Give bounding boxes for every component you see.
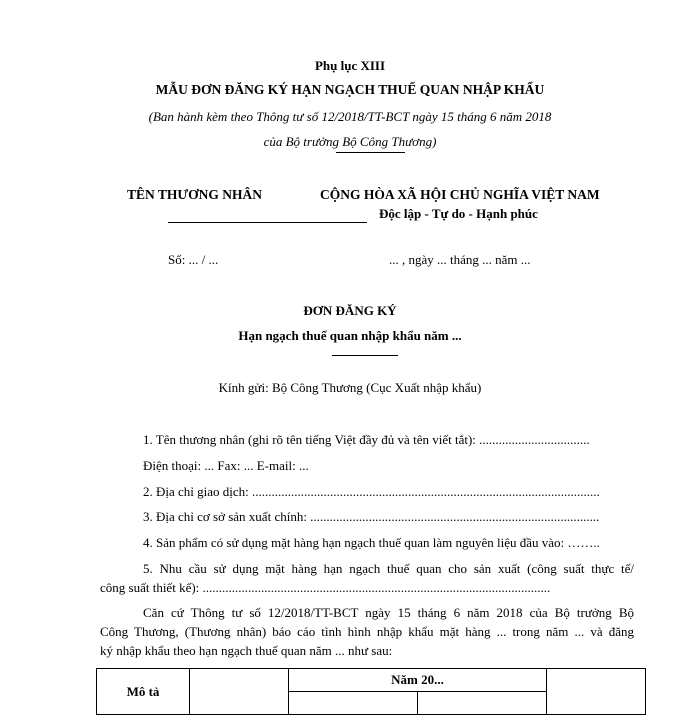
table-header-year: Năm 20... bbox=[289, 669, 547, 692]
application-title: ĐƠN ĐĂNG KÝ bbox=[303, 303, 397, 318]
quota-table bbox=[96, 668, 646, 715]
table-header-blank bbox=[190, 669, 289, 715]
date-line: ... , ngày ... tháng ... năm ... bbox=[389, 252, 531, 267]
issued-line-1: (Ban hành kèm theo Thông tư số 12/2018/TT-BCT ngày 15 tháng 6 năm 2018 bbox=[148, 109, 552, 124]
field-products: 4. Sản phẩm có sử dụng mặt hàng hạn ngạch thuế quan làm nguyên liệu đầu vào: …….. bbox=[143, 535, 600, 550]
basis-line-2: Công Thương, (Thương nhân) báo cáo tình hình nhập khẩu mặt hàng ... trong năm ... và đăng bbox=[100, 624, 634, 639]
document-number: Số: ... / ... bbox=[168, 252, 219, 267]
republic-title: CỘNG HÒA XÃ HỘI CHỦ NGHĨA VIỆT NAM bbox=[320, 187, 600, 202]
field-contact: Điện thoại: ... Fax: ... E-mail: ... bbox=[143, 458, 309, 473]
recipient-line: Kính gửi: Bộ Công Thương (Cục Xuất nhập khẩu) bbox=[218, 380, 482, 395]
field-demand-line-1: 5. Nhu cầu sử dụng mặt hàng hạn ngạch thuế quan cho sản xuất (công suất thực tế/ bbox=[143, 561, 634, 576]
table-subheader-1 bbox=[289, 692, 418, 715]
table-header-blank-right bbox=[547, 669, 646, 715]
field-demand-line-2: công suất thiết kế): ........................................................................................................... bbox=[100, 580, 551, 595]
issued-line-2: của Bộ trưởng Bộ Công Thương) bbox=[263, 134, 437, 149]
application-subtitle: Hạn ngạch thuế quan nhập khẩu năm ... bbox=[238, 328, 462, 343]
subtitle-underline bbox=[332, 355, 398, 356]
header-underline bbox=[336, 152, 405, 153]
field-factory-address: 3. Địa chỉ cơ sở sản xuất chính: ......................................................................................... bbox=[143, 509, 600, 524]
table-subheader-2 bbox=[418, 692, 547, 715]
field-trader-name: 1. Tên thương nhân (ghi rõ tên tiếng Việt đầy đủ và tên viết tắt): .................................. bbox=[143, 432, 590, 447]
trader-name: TÊN THƯƠNG NHÂN bbox=[127, 187, 263, 202]
form-title: MẪU ĐƠN ĐĂNG KÝ HẠN NGẠCH THUẾ QUAN NHẬP KHẨU bbox=[155, 82, 545, 97]
field-address: 2. Địa chỉ giao dịch: ........................................................................................................... bbox=[143, 484, 600, 499]
table-header-description: Mô tả bbox=[97, 669, 190, 715]
basis-line-3: ký nhập khẩu theo hạn ngạch thuế quan năm ... như sau: bbox=[100, 643, 393, 658]
basis-line-1: Căn cứ Thông tư số 12/2018/TT-BCT ngày 15 tháng 6 năm 2018 của Bộ trưởng Bộ bbox=[143, 605, 634, 620]
trader-underline bbox=[168, 222, 367, 223]
national-motto: Độc lập - Tự do - Hạnh phúc bbox=[379, 206, 538, 221]
appendix-label: Phụ lục XIII bbox=[314, 58, 386, 73]
